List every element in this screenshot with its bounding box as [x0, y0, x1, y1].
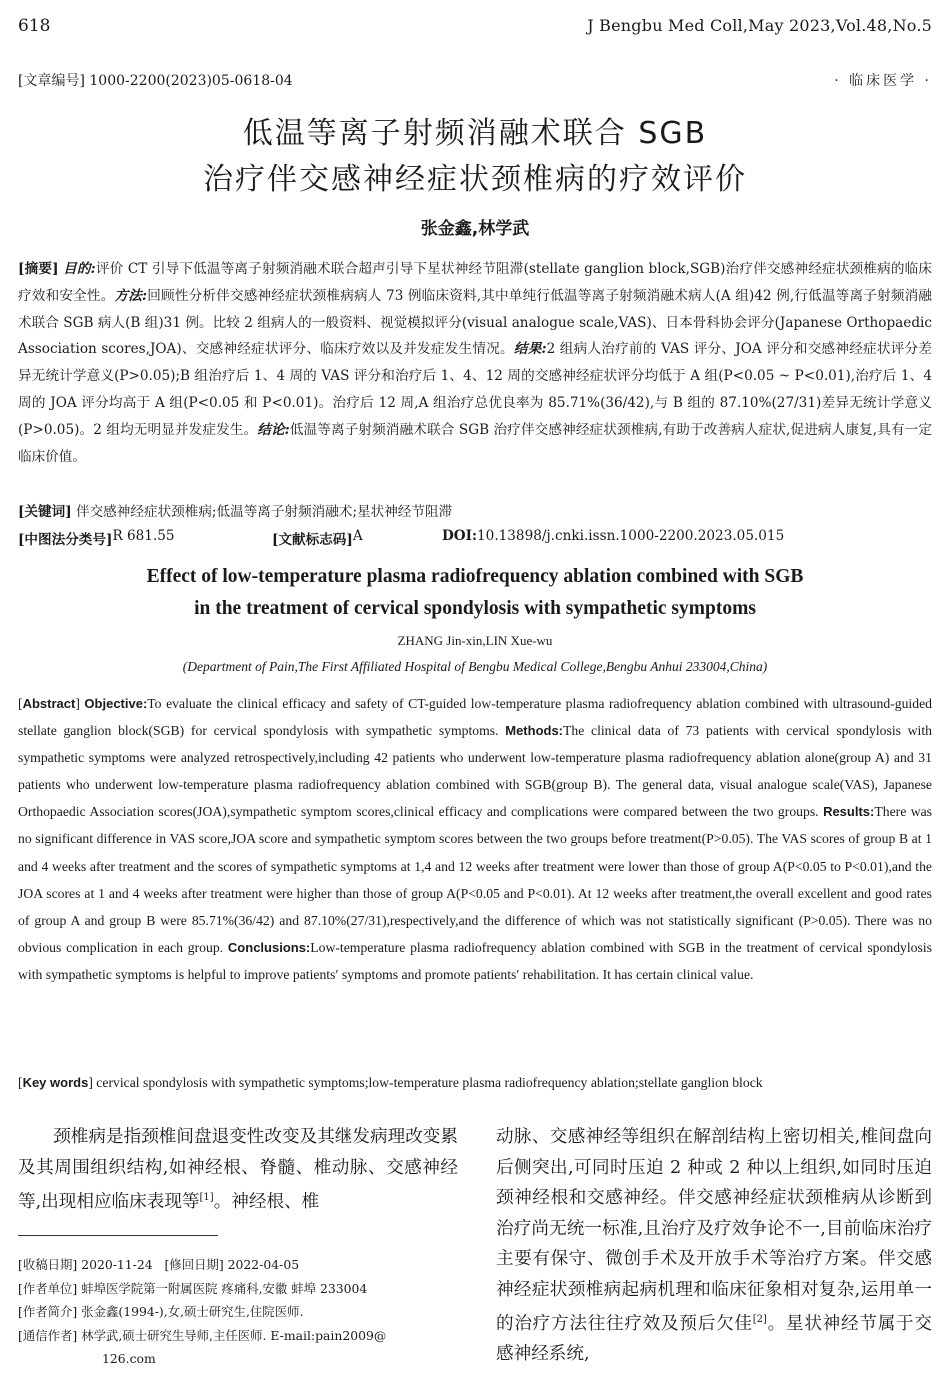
article-number-value: 1000-2200(2023)05-0618-04: [89, 73, 293, 89]
revised-label: [修回日期]: [164, 1257, 224, 1272]
bio-label: [作者简介]: [18, 1304, 78, 1319]
english-abstract: [Abstract] Objective:To evaluate the clinical efficacy and safety of CT-guided low-temperature plasma radiofrequency ablation combined with ultrasound-guided stellate ganglion block(SGB) for cervical spondylosis with sympathetic symptoms. Methods:The clinical data of 73 patients with cervical spondylosis with sympathetic symptoms were analyzed retrospectively,including 42 patients who underwent low-temperature plasma radiofrequency ablation alone(group A) and 31 patients who underwent low-temperature plasma radiofrequency ablation combined with SGB(group B). The general data, visual analogue scale(VAS), Japanese Orthopaedic Association scores(JOA),sympathetic symptom scores,clinical efficacy and complications were compared between the two groups. Results:There was no significant difference in VAS score,JOA score and sympathetic symptom scores between the two groups before treatment(P>0.05). The VAS scores of group B at 1 and 4 weeks after treatment and the scores of sympathetic symptoms at 1,4 and 12 weeks after treatment were lower than those of group A(P<0.05 to P<0.01),and the JOA scores at 1 and 4 weeks after treatment were higher than those of group A(P<0.05 and P<0.01). At 12 weeks after treatment,the overall excellent and good rates of group A and group B were 85.71%(36/42) and 87.10%(27/31),respectively,and the difference of which was not statistically significant (P>0.05). There was no obvious complication in each group. Conclusions:Low-temperature plasma radiofrequency ablation combined with SGB in the treatment of cervical spondylosis with sympathetic symptoms is helpful to improve patients′ symptoms and promote patients′ rehabilitation. It has certain clinical value.: [18, 696, 933, 982]
article-number: [18, 70, 293, 90]
corresponding-text: 林学武,硕士研究生导师,主任医师. E-mail:pain2009@: [81, 1327, 387, 1343]
page-number: 618: [18, 16, 51, 36]
doi: [442, 528, 785, 544]
revised-date: 2022-04-05: [227, 1257, 300, 1272]
footnote-divider: [18, 1235, 218, 1236]
footnote-unit: [18, 1277, 458, 1301]
abstract-label: [摘要]: [18, 261, 59, 277]
keywords-text: 伴交感神经症状颈椎病;低温等离子射频消融术;星状神经节阻滞: [75, 504, 453, 520]
en-methods-label: Methods:: [505, 723, 564, 739]
english-keywords: [Key words] cervical spondylosis with sympathetic symptoms;low-temperature plasma radiofrequency ablation;stellate ganglion block: [18, 1075, 763, 1090]
article-number-label: [文章编号]: [18, 73, 85, 89]
results-label: 结果:: [513, 341, 547, 358]
body-paragraph-left: [18, 1122, 458, 1217]
chinese-keywords: [18, 500, 452, 522]
en-objective-label: Objective:: [84, 696, 148, 711]
footnotes: [18, 1253, 458, 1371]
english-abstract-label: Abstract: [22, 696, 76, 711]
en-conclusions-text: Low-temperature plasma radiofrequency ablation combined with SGB in the treatment of cervical spondylosis with sympathetic symptoms is helpful to improve patients′ symptoms and promote patients′ rehabilitation. It has certain clinical value.: [18, 939, 932, 982]
en-results-label: Results:: [823, 804, 875, 820]
bio-text: 张金鑫(1994-),女,硕士研究生,住院医师.: [81, 1304, 304, 1319]
english-title-line-1: Effect of low-temperature plasma radiofrequency ablation combined with SGB: [146, 566, 804, 587]
english-title-line-2: in the treatment of cervical spondylosis with sympathetic symptoms: [194, 598, 756, 619]
doi-value: 10.13898/j.cnki.issn.1000-2200.2023.05.015: [477, 528, 785, 544]
methods-label: 方法:: [114, 287, 148, 304]
body-left-tail: 。神经根、椎: [213, 1191, 320, 1212]
received-date: 2020-11-24: [81, 1257, 153, 1272]
page-header: [18, 16, 932, 44]
unit-text: 蚌埠医学院第一附属医院 疼痛科,安徽 蚌埠 233004: [81, 1280, 368, 1296]
journal-citation: J Bengbu Med Coll,May 2023,Vol.48,No.5: [587, 16, 932, 35]
objective-text: 评价 CT 引导下低温等离子射频消融术联合超声引导下星状神经节阻滞(stellate ganglion block,SGB)治疗伴交感神经症状颈椎病的临床疗效和安全性。: [18, 261, 932, 304]
unit-label: [作者单位]: [18, 1280, 78, 1296]
document-code-label: [文献标志码]: [272, 532, 353, 548]
chinese-title-line-2: 治疗伴交感神经症状颈椎病的疗效评价: [203, 162, 747, 197]
corresponding-label: [通信作者]: [18, 1327, 78, 1343]
footnote-bio: [18, 1300, 458, 1324]
en-methods-text: The clinical data of 73 patients with cervical spondylosis with sympathetic symptoms were analyzed retrospectively,including 42 patients who underwent low-temperature plasma radiofrequency ablation alone(group A) and 31 patients who underwent low-temperature plasma radiofrequency ablation combined with SGB(group B). The general data, visual analogue scale(VAS), Japanese Orthopaedic Association scores(JOA),sympathetic symptom scores,clinical efficacy and complications were compared between the two groups.: [18, 723, 932, 820]
footnote-dates: [18, 1253, 458, 1277]
results-text: 2 组病人治疗前的 VAS 评分、JOA 评分和交感神经症状评分差异无统计学意义(P>0.05);B 组治疗后 1、4 周的 VAS 评分和治疗后 1、4、12 周的交感神经症状评分均低于 A 组(P<0.05 ~ P<0.01),治疗后 1、4 周的 JOA 评分均高于 A 组(P<0.05 和 P<0.01)。治疗后 12 周,A 组治疗总优良率为 85.71%(36/42),与 B 组的 87.10%(27/31)差异无统计学意义(P>0.05)。2 组均无明显并发症发生。: [18, 341, 932, 438]
document-code-value: A: [352, 528, 363, 544]
methods-text: 回顾性分析伴交感神经症状颈椎病病人 73 例临床资料,其中单纯行低温等离子射频消融术病人(A 组)42 例,行低温等离子射频消融术联合 SGB 病人(B 组)31 例。比较 2 组病人的一般资料、视觉模拟评分(visual analogue scale,VAS)、日本骨科协会评分(Japanese Orthopaedic Association scores,JOA)、交感神经症状评分、临床疗效以及并发症发生情况。: [18, 287, 933, 358]
chinese-authors: 张金鑫,林学武: [420, 219, 530, 239]
chinese-title-line-1: 低温等离子射频消融术联合 SGB: [242, 116, 708, 151]
classification-value: R 681.55: [112, 528, 175, 544]
citation-2: [2]: [752, 1314, 767, 1325]
footnote-email-cont: 126.com: [102, 1351, 156, 1366]
body-right-text: 动脉、交感神经等组织在解剖结构上密切相关,椎间盘向后侧突出,可同时压迫 2 种或 2 种以上组织,如同时压迫颈神经根和交感神经。伴交感神经症状颈椎病从诊断到治疗尚无统一标准,且治疗及疗效争论不一,目前临床治疗主要有保守、微创手术及开放手术等治疗方案。伴交感神经症状颈椎病起病机理和临床征象相对复杂,运用单一的治疗方法往往疗效及预后欠佳: [496, 1127, 932, 1334]
body-right-tail: 。星状神经节属于交感神经系统,: [496, 1313, 932, 1365]
keywords-label: [关键词]: [18, 504, 72, 520]
section-tag: · 临床医学 ·: [834, 73, 932, 89]
conclusion-label: 结论:: [257, 421, 290, 438]
document-code: [272, 528, 363, 548]
body-paragraph-right: [496, 1122, 932, 1370]
body-column-right: [496, 1122, 932, 1370]
classification-row: [18, 528, 932, 550]
english-keywords-text: cervical spondylosis with sympathetic symptoms;low-temperature plasma radiofrequency ablation;stellate ganglion block: [96, 1075, 763, 1090]
footnote-corresponding: [18, 1324, 458, 1348]
doi-label: DOI:: [442, 528, 478, 544]
objective-label: 目的:: [63, 261, 96, 277]
body-column-left: [18, 1122, 458, 1217]
english-authors: ZHANG Jin-xin,LIN Xue-wu: [397, 633, 553, 648]
chinese-abstract: [18, 256, 932, 470]
citation-1: [1]: [199, 1192, 214, 1203]
en-conclusions-label: Conclusions:: [227, 939, 311, 955]
classification: [18, 528, 175, 548]
classification-label: [中图法分类号]: [18, 532, 113, 548]
received-label: [收稿日期]: [18, 1257, 78, 1272]
conclusion-text: 低温等离子射频消融术联合 SGB 治疗伴交感神经症状颈椎病,有助于改善病人症状,促进病人康复,具有一定临床价值。: [18, 421, 932, 465]
en-results-text: There was no significant difference in VAS score,JOA score and sympathetic symptom scores between the two groups before treatment(P>0.05). The VAS scores of group B at 1 and 4 weeks after treatment and the scores of sympathetic symptoms at 1,4 and 12 weeks after treatment were lower than those of group A(P<0.05 to P<0.01),and the JOA scores at 1 and 4 weeks after treatment were higher than those of group A(P<0.05 and P<0.01). At 12 weeks after treatment,the overall excellent and good rates of group A and group B were 85.71%(36/42) and 87.10%(27/31),respectively,and the difference of which was not statistically significant (P>0.05). There was no obvious complication in each group.: [18, 804, 933, 955]
english-keywords-label: Key words: [22, 1075, 89, 1090]
affiliation: (Department of Pain,The First Affiliated Hospital of Bengbu Medical College,Bengbu Anhui 233004,China): [182, 659, 768, 674]
en-objective-text: To evaluate the clinical efficacy and safety of CT-guided low-temperature plasma radiofrequency ablation combined with ultrasound-guided stellate ganglion block(SGB) for cervical spondylosis with sympathetic symptoms.: [18, 696, 932, 739]
body-left-text: 颈椎病是指颈椎间盘退变性改变及其继发病理改变累及其周围组织结构,如神经根、脊髓、椎动脉、交感神经等,出现相应临床表现等: [18, 1127, 458, 1212]
